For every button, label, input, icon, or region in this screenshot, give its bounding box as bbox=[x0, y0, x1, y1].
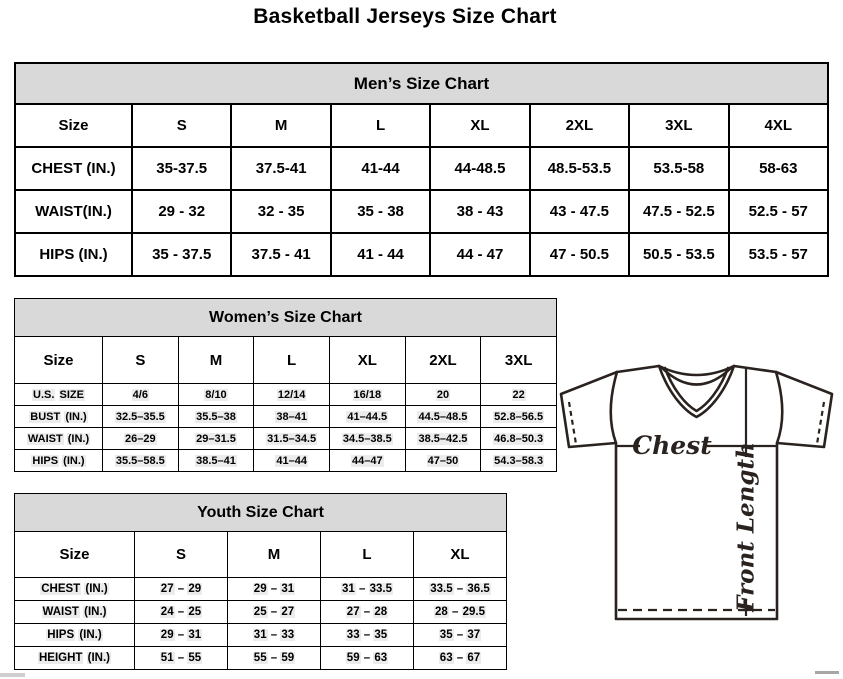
value-cell bbox=[481, 384, 557, 406]
left-armhole-seam bbox=[611, 372, 617, 443]
cell-value-token: 41 bbox=[357, 246, 374, 263]
cell-value-token: 58-63 bbox=[759, 160, 798, 177]
row-label bbox=[15, 624, 135, 647]
cell-value-token: 35.5–38 bbox=[196, 410, 236, 423]
value-cell: 35 - 38 bbox=[331, 190, 430, 233]
cell-value-token: 53.5 bbox=[685, 246, 715, 263]
cell-value-token: 31 bbox=[188, 629, 202, 641]
row-label bbox=[15, 190, 132, 233]
row-label bbox=[15, 233, 132, 276]
value-cell: 44 - 47 bbox=[430, 233, 529, 276]
cell-value-token: 67 bbox=[467, 652, 481, 664]
cell-value-token: 36.5 bbox=[467, 583, 490, 595]
cell-value-token: 47.5 bbox=[642, 203, 673, 220]
value-cell bbox=[405, 384, 481, 406]
value-cell: 24 – 25 bbox=[135, 601, 228, 624]
cell-value-token: 35 bbox=[439, 629, 453, 641]
size-header-row bbox=[15, 337, 557, 384]
value-cell: 29 – 31 bbox=[228, 578, 321, 601]
table-title: Youth Size Chart bbox=[15, 494, 507, 532]
page-title: Basketball Jerseys Size Chart bbox=[253, 5, 557, 28]
value-cell bbox=[405, 450, 481, 472]
cell-value-token: 25 bbox=[188, 606, 202, 618]
size-column-header: 3XL bbox=[481, 337, 557, 384]
value-cell: 31 – 33 bbox=[228, 624, 321, 647]
value-cell bbox=[132, 147, 231, 190]
cell-value-token: U.S. bbox=[33, 388, 55, 401]
cell-value-token: (IN.) bbox=[79, 629, 102, 641]
cell-value-token: 52.8–56.5 bbox=[494, 410, 544, 423]
cell-value-token: (IN.) bbox=[63, 454, 85, 467]
cell-value-token: 29 bbox=[188, 583, 202, 595]
cell-value-token: CHEST bbox=[41, 583, 81, 595]
value-cell: 59 – 63 bbox=[321, 647, 414, 670]
cell-value-token: 41-44 bbox=[361, 160, 400, 177]
cell-value-token: 35 bbox=[374, 629, 388, 641]
cell-value-token: HIPS bbox=[32, 454, 59, 467]
horizontal-scrollbar-fragment-left[interactable] bbox=[0, 673, 25, 677]
cell-value-token: 43 bbox=[486, 203, 504, 220]
cell-value-token: 41–44.5 bbox=[347, 410, 388, 423]
cell-value-token: 57 bbox=[791, 246, 808, 263]
cell-value-token: 22 bbox=[512, 388, 525, 401]
value-cell: 33.5 – 36.5 bbox=[414, 578, 507, 601]
size-column-header: S bbox=[103, 337, 179, 384]
value-cell: 47 - 50.5 bbox=[530, 233, 629, 276]
cell-value-token: 47 bbox=[486, 246, 504, 263]
row-label bbox=[15, 428, 103, 450]
jersey-outline-shape bbox=[561, 366, 832, 619]
cell-value-token: 51 bbox=[160, 652, 174, 664]
measurement-row bbox=[15, 406, 557, 428]
value-cell bbox=[103, 406, 179, 428]
size-column-header: M bbox=[228, 532, 321, 578]
cell-value-token: HIPS bbox=[47, 629, 75, 641]
cell-value-token: 31 bbox=[342, 583, 355, 595]
chest-label: Chest bbox=[632, 431, 712, 460]
size-column-header: XL bbox=[329, 337, 405, 384]
table-title-row bbox=[15, 299, 557, 337]
cell-value-token: 41–44 bbox=[276, 454, 307, 467]
size-header-row bbox=[15, 532, 507, 578]
value-cell: 53.5 - 57 bbox=[729, 233, 828, 276]
value-cell bbox=[481, 450, 557, 472]
youth-size-chart-table bbox=[14, 493, 507, 670]
value-cell bbox=[254, 428, 330, 450]
size-header-row bbox=[15, 104, 828, 147]
row-label bbox=[15, 406, 103, 428]
cell-value-token: (IN.) bbox=[67, 432, 90, 445]
value-cell bbox=[231, 147, 330, 190]
cell-value-token: 28 bbox=[435, 606, 448, 618]
value-cell: 32 - 35 bbox=[231, 190, 330, 233]
cell-value-token: 55 bbox=[188, 652, 202, 664]
cell-value-token: 38.5–42.5 bbox=[418, 432, 468, 445]
cell-value-token: 29.5 bbox=[462, 606, 485, 618]
value-cell bbox=[178, 384, 254, 406]
cell-value-token: 33.5 bbox=[430, 583, 453, 595]
measurement-row bbox=[15, 233, 828, 276]
cell-value-token: WAIST(IN.) bbox=[35, 203, 112, 220]
right-cuff-dashed-line bbox=[817, 402, 824, 444]
size-column-header: 3XL bbox=[629, 104, 728, 147]
cell-value-token: 44-48.5 bbox=[454, 160, 506, 177]
row-label bbox=[15, 384, 103, 406]
row-label bbox=[15, 450, 103, 472]
cell-value-token: 46.8–50.3 bbox=[494, 432, 544, 445]
cell-value-token: 47.5 bbox=[579, 203, 610, 220]
row-label bbox=[15, 601, 135, 624]
size-column-header: L bbox=[321, 532, 414, 578]
value-cell bbox=[729, 147, 828, 190]
measurement-row bbox=[15, 578, 507, 601]
value-cell: 35 – 37 bbox=[414, 624, 507, 647]
cell-value-token: 27 bbox=[281, 606, 295, 618]
value-cell bbox=[103, 450, 179, 472]
cell-value-token: 32.5–35.5 bbox=[115, 410, 165, 423]
value-cell: 31 – 33.5 bbox=[321, 578, 414, 601]
value-cell bbox=[329, 406, 405, 428]
cell-value-token: 31 bbox=[281, 583, 295, 595]
value-cell: 50.5 - 53.5 bbox=[629, 233, 728, 276]
value-cell bbox=[178, 406, 254, 428]
cell-value-token: (IN.) bbox=[65, 410, 87, 423]
horizontal-scrollbar-fragment-right[interactable] bbox=[815, 671, 839, 674]
cell-value-token: 29 bbox=[158, 203, 176, 220]
cell-value-token: 37 bbox=[467, 629, 481, 641]
size-column-header: M bbox=[231, 104, 330, 147]
cell-value-token: HIPS bbox=[39, 246, 75, 263]
value-cell bbox=[481, 406, 557, 428]
value-cell bbox=[254, 450, 330, 472]
value-cell bbox=[178, 450, 254, 472]
size-label-header: Size bbox=[15, 337, 103, 384]
cell-value-token: 28 bbox=[374, 606, 388, 618]
cell-value-token: 29 bbox=[253, 583, 267, 595]
value-cell bbox=[329, 384, 405, 406]
size-column-header: 4XL bbox=[729, 104, 828, 147]
measurement-row bbox=[15, 647, 507, 670]
value-cell: 29 – 31 bbox=[135, 624, 228, 647]
cell-value-token: 53.5 bbox=[748, 246, 778, 263]
mens-size-chart-table bbox=[14, 62, 829, 277]
value-cell bbox=[329, 450, 405, 472]
measurement-row bbox=[15, 450, 557, 472]
left-cuff-dashed-line bbox=[569, 402, 576, 444]
value-cell bbox=[430, 147, 529, 190]
cell-value-token: 37.5 bbox=[182, 246, 212, 263]
value-cell: 63 – 67 bbox=[414, 647, 507, 670]
cell-value-token: 48.5-53.5 bbox=[547, 160, 612, 177]
value-cell bbox=[103, 428, 179, 450]
cell-value-token: 31.5–34.5 bbox=[267, 432, 317, 445]
size-column-header: L bbox=[254, 337, 330, 384]
value-cell: 47.5 - 52.5 bbox=[629, 190, 728, 233]
value-cell: 51 – 55 bbox=[135, 647, 228, 670]
cell-value-token: CHEST bbox=[31, 160, 83, 177]
value-cell: 35 - 37.5 bbox=[132, 233, 231, 276]
value-cell: 27 – 29 bbox=[135, 578, 228, 601]
cell-value-token: 35 bbox=[287, 203, 305, 220]
cell-value-token: 35.5–58.5 bbox=[115, 454, 165, 467]
cell-value-token: 35 bbox=[357, 203, 374, 220]
size-column-header: 2XL bbox=[530, 104, 629, 147]
measurement-row bbox=[15, 428, 557, 450]
value-cell: 27 – 28 bbox=[321, 601, 414, 624]
size-column-header: M bbox=[178, 337, 254, 384]
measurement-row bbox=[15, 624, 507, 647]
cell-value-token: WAIST bbox=[42, 606, 79, 618]
right-armhole-seam bbox=[776, 372, 782, 443]
cell-value-token: WAIST bbox=[27, 432, 63, 445]
cell-value-token: 44–47 bbox=[352, 454, 383, 467]
cell-value-token: 50.5 bbox=[579, 246, 610, 263]
value-cell: 38 - 43 bbox=[430, 190, 529, 233]
cell-value-token: 47–50 bbox=[427, 454, 459, 467]
cell-value-token: 27 bbox=[160, 583, 174, 595]
value-cell bbox=[530, 147, 629, 190]
cell-value-token: 47 bbox=[549, 246, 567, 263]
value-cell bbox=[254, 384, 330, 406]
value-cell: 55 – 59 bbox=[228, 647, 321, 670]
cell-value-token: 16/18 bbox=[353, 388, 382, 401]
cell-value-token: 50.5 bbox=[642, 246, 673, 263]
row-label bbox=[15, 147, 132, 190]
cell-value-token: 20 bbox=[436, 388, 450, 401]
cell-value-token: 43 bbox=[549, 203, 567, 220]
cell-value-token: 38.5–41 bbox=[196, 454, 236, 467]
cell-value-token: 54.3–58.3 bbox=[494, 454, 544, 467]
front-length-label: Front Length bbox=[732, 442, 760, 612]
cell-value-token: 38 bbox=[387, 203, 404, 220]
cell-value-token: 63 bbox=[439, 652, 453, 664]
row-label bbox=[15, 578, 135, 601]
value-cell bbox=[254, 406, 330, 428]
cell-value-token: HEIGHT bbox=[38, 652, 83, 664]
value-cell bbox=[331, 147, 430, 190]
jersey-diagram-svg bbox=[556, 358, 843, 630]
value-cell: 37.5 - 41 bbox=[231, 233, 330, 276]
cell-value-token: 35 bbox=[152, 246, 169, 263]
value-cell bbox=[405, 406, 481, 428]
value-cell: 41 - 44 bbox=[331, 233, 430, 276]
cell-value-token: 33.5 bbox=[369, 583, 392, 595]
cell-value-token: 38–41 bbox=[276, 410, 307, 423]
cell-value-token: 44.5–48.5 bbox=[418, 410, 468, 423]
cell-value-token: 26–29 bbox=[125, 432, 156, 445]
cell-value-token: SIZE bbox=[59, 388, 84, 401]
cell-value-token: 63 bbox=[374, 652, 388, 664]
cell-value-token: 59 bbox=[281, 652, 295, 664]
measurement-row bbox=[15, 147, 828, 190]
size-column-header: S bbox=[132, 104, 231, 147]
cell-value-token: 59 bbox=[346, 652, 360, 664]
cell-value-token: 35-37.5 bbox=[156, 160, 208, 177]
cell-value-token: 27 bbox=[346, 606, 360, 618]
size-column-header: L bbox=[331, 104, 430, 147]
cell-value-token: 24 bbox=[160, 606, 174, 618]
cell-value-token: (IN.) bbox=[84, 606, 107, 618]
cell-value-token: 29–31.5 bbox=[196, 432, 236, 445]
cell-value-token: 57 bbox=[791, 203, 808, 220]
cell-value-token: (IN.) bbox=[86, 160, 116, 177]
cell-value-token: 34.5–38.5 bbox=[342, 432, 392, 445]
cell-value-token: 44 bbox=[387, 246, 404, 263]
measurement-row bbox=[15, 384, 557, 406]
size-label-header: Size bbox=[15, 104, 132, 147]
cell-value-token: 52.5 bbox=[748, 203, 778, 220]
size-column-header: 2XL bbox=[405, 337, 481, 384]
cell-value-token: 33 bbox=[346, 629, 360, 641]
value-cell: 29 - 32 bbox=[132, 190, 231, 233]
womens-size-chart-table bbox=[14, 298, 557, 472]
cell-value-token: 32 bbox=[257, 203, 275, 220]
cell-value-token: 25 bbox=[253, 606, 267, 618]
cell-value-token: 31 bbox=[253, 629, 267, 641]
table-title-row bbox=[15, 63, 828, 104]
value-cell bbox=[329, 428, 405, 450]
cell-value-token: 38 bbox=[456, 203, 474, 220]
measurement-row bbox=[15, 601, 507, 624]
value-cell: 25 – 27 bbox=[228, 601, 321, 624]
cell-value-token: 32 bbox=[188, 203, 206, 220]
value-cell: 28 – 29.5 bbox=[414, 601, 507, 624]
measurement-row bbox=[15, 190, 828, 233]
value-cell bbox=[103, 384, 179, 406]
size-column-header: XL bbox=[430, 104, 529, 147]
size-label-header: Size bbox=[15, 532, 135, 578]
cell-value-token: 41 bbox=[294, 246, 311, 263]
cell-value-token: 4/6 bbox=[132, 388, 148, 401]
cell-value-token: (IN.) bbox=[87, 652, 110, 664]
cell-value-token: 29 bbox=[160, 629, 174, 641]
cell-value-token: 37.5 bbox=[251, 246, 281, 263]
value-cell: 52.5 - 57 bbox=[729, 190, 828, 233]
row-label bbox=[15, 647, 135, 670]
table-title-row bbox=[15, 494, 507, 532]
cell-value-token: BUST bbox=[30, 410, 61, 423]
cell-value-token: 52.5 bbox=[685, 203, 715, 220]
table-title: Men’s Size Chart bbox=[15, 63, 828, 104]
value-cell bbox=[405, 428, 481, 450]
size-column-header: XL bbox=[414, 532, 507, 578]
cell-value-token: 53.5-58 bbox=[653, 160, 705, 177]
cell-value-token: (IN.) bbox=[78, 246, 108, 263]
value-cell: 33 – 35 bbox=[321, 624, 414, 647]
value-cell bbox=[481, 428, 557, 450]
cell-value-token: 44 bbox=[456, 246, 474, 263]
table-title: Women’s Size Chart bbox=[15, 299, 557, 337]
cell-value-token: (IN.) bbox=[85, 583, 108, 595]
value-cell: 43 - 47.5 bbox=[530, 190, 629, 233]
cell-value-token: 37.5-41 bbox=[255, 160, 307, 177]
value-cell bbox=[629, 147, 728, 190]
cell-value-token: 33 bbox=[281, 629, 295, 641]
cell-value-token: 8/10 bbox=[205, 388, 227, 401]
jersey-measurement-diagram bbox=[556, 358, 843, 630]
value-cell bbox=[178, 428, 254, 450]
cell-value-token: 55 bbox=[253, 652, 267, 664]
size-column-header: S bbox=[135, 532, 228, 578]
cell-value-token: 12/14 bbox=[277, 388, 306, 401]
